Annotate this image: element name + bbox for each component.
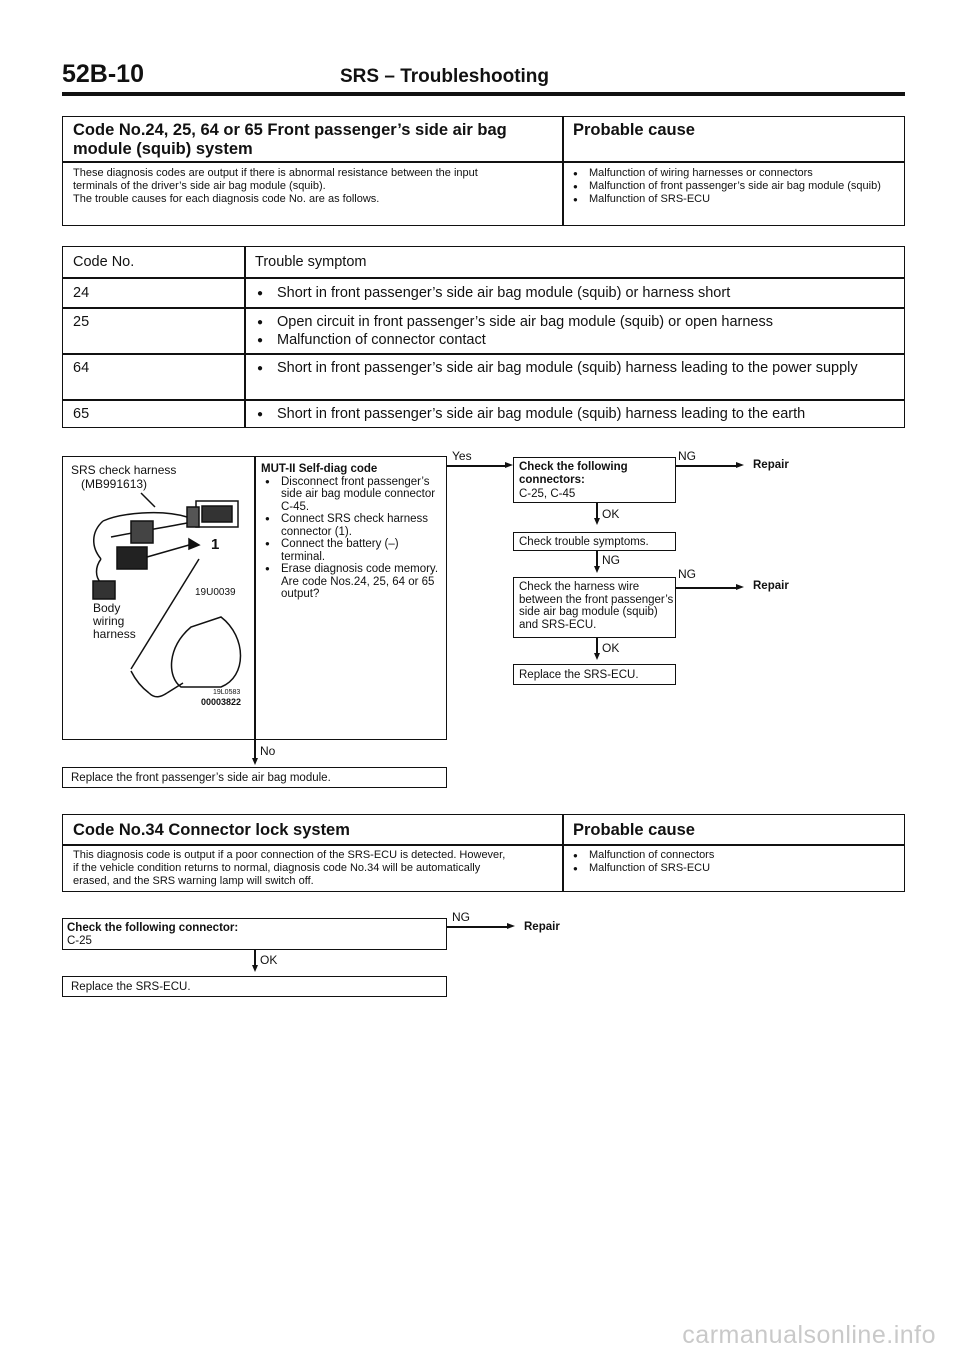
flow2-replace-box — [62, 976, 447, 997]
flow2-check-item: C-25 — [67, 935, 92, 947]
section1-title-line1: Code No.24, 25, 64 or 65 Front passenger’s side air bag — [73, 121, 507, 139]
flow1-repair-1: Repair — [753, 459, 789, 471]
page-code: 52B-10 — [62, 60, 144, 88]
flow2-ng-arrow — [507, 923, 515, 929]
flow1-figure-divider — [254, 457, 256, 739]
symptom-item: ● Open circuit in front passenger’s side air bag module (squib) or open harness — [245, 313, 900, 331]
body-label-2: wiring — [93, 614, 125, 628]
section1-title-line2: module (squib) system — [73, 140, 253, 158]
section2-description — [73, 849, 561, 888]
flow2-check-box — [62, 918, 447, 950]
flow1-check-harness-box — [513, 577, 676, 638]
section1-vdivider — [562, 117, 564, 225]
cause-item: ● Malfunction of SRS-ECU — [569, 193, 899, 206]
section2-title: Code No.34 Connector lock system — [73, 821, 350, 839]
flow2-check-title: Check the following connector: — [67, 922, 239, 934]
flow1-no-label: No — [260, 744, 276, 758]
flow1-no-line — [254, 740, 256, 758]
harness-label-line2: (MB991613) — [81, 477, 148, 491]
flow1-ok-label-2: OK — [602, 641, 620, 655]
code-table-rule — [63, 399, 904, 401]
flow1-check-connectors-list: C-25, C-45 — [519, 488, 576, 500]
symptom-list — [245, 284, 900, 302]
flow1-ng-arrow-3 — [736, 584, 744, 590]
flow1-step-text — [261, 463, 444, 601]
flow1-ok-line-1 — [596, 503, 598, 518]
body-label-3: harness — [93, 627, 136, 641]
code-cell: 64 — [73, 360, 90, 376]
figure-code-1: 19U0039 — [195, 587, 236, 598]
flow2-ok-arrow — [252, 965, 258, 972]
section1-description-line: These diagnosis codes are output if there is abnormal resistance between the input — [73, 167, 478, 179]
symptom-item: ● Short in front passenger’s side air bag module (squib) or harness short — [245, 284, 900, 302]
flow2-ok-line — [254, 950, 256, 965]
symptom-list — [245, 405, 900, 423]
flow1-ng-label-1: NG — [678, 449, 696, 463]
cause-item: ● Malfunction of front passenger’s side air bag module (squib) — [569, 180, 899, 193]
flow1-ok-label-1: OK — [602, 507, 620, 521]
symptom-item: ● Short in front passenger’s side air bag module (squib) harness leading to the earth — [245, 405, 900, 423]
flow1-ng-label-2: NG — [602, 553, 620, 567]
flow1-check-symptoms: Check trouble symptoms. — [519, 536, 649, 548]
flow1-no-result-box — [62, 767, 447, 788]
cause-item: ● Malfunction of SRS-ECU — [569, 862, 899, 875]
flow1-check-connectors-box — [513, 457, 676, 503]
flow1-repair-2: Repair — [753, 580, 789, 592]
code-table-header-symptom: Trouble symptom — [255, 254, 367, 270]
flow1-yes-line — [447, 465, 505, 467]
step-item: ● Connect SRS check harness connector (1). — [261, 513, 444, 538]
header-rule — [62, 92, 905, 96]
body-label-1: Body — [93, 601, 121, 615]
section2-description-line: if the vehicle condition returns to normal, diagnosis code No.34 will be automatically — [73, 862, 481, 874]
symptom-item: ● Short in front passenger’s side air bag module (squib) harness leading to the power supply — [245, 359, 900, 377]
flow2-replace: Replace the SRS-ECU. — [71, 981, 191, 993]
flow2-ng-line — [447, 926, 507, 928]
flow1-no-arrow — [252, 758, 258, 765]
code-cell: 65 — [73, 406, 90, 422]
section2-description-line: This diagnosis code is output if a poor connection of the SRS-ECU is detected. However, — [73, 849, 506, 861]
figure-code-2b: 00003822 — [201, 697, 242, 707]
flow2-ng-label: NG — [452, 910, 470, 924]
flow2-repair: Repair — [524, 921, 560, 933]
flow1-replace-ecu: Replace the SRS-ECU. — [519, 669, 639, 681]
harness-label-line1: SRS check harness — [71, 463, 177, 477]
flow1-check-symptoms-box — [513, 532, 676, 551]
step-item: ● Disconnect front passenger’s side air bag module connector C-45. — [261, 476, 444, 514]
flow1-step-box — [62, 456, 447, 740]
flow1-check-harness: Check the harness wire between the front passenger’s side air bag module (squib) and SRS-ECU. — [519, 581, 674, 631]
flow1-check-connectors-title: Check the following connectors: — [519, 461, 628, 486]
flow1-yes-arrow — [505, 462, 513, 468]
flow1-yes-label: Yes — [452, 449, 472, 463]
symptom-list — [245, 359, 900, 377]
code-table-header-code: Code No. — [73, 254, 135, 270]
flow1-ng-label-3: NG — [678, 567, 696, 581]
figure-code-2a: 19L0583 — [213, 689, 241, 696]
section1-description-line: terminals of the driver’s side air bag module (squib). — [73, 180, 326, 192]
step-item: ● Erase diagnosis code memory. — [261, 563, 444, 576]
flow1-ng-arrow-1 — [736, 462, 744, 468]
flow1-step-question: Are code Nos.24, 25, 64 or 65 output? — [281, 575, 435, 600]
code-table — [62, 246, 905, 428]
flow1-step-title: MUT-II Self-diag code — [261, 463, 378, 475]
section2-probable-cause-header: Probable cause — [573, 821, 695, 839]
section1-description — [73, 167, 558, 206]
section2-vdivider — [562, 815, 564, 891]
section1-cause-list — [569, 167, 899, 206]
flow1-step-items — [261, 476, 444, 576]
section2-box — [62, 814, 905, 892]
watermark: carmanualsonline.info — [682, 1321, 936, 1349]
flow1-ok-arrow-2 — [594, 653, 600, 660]
flow1-ok-arrow-1 — [594, 518, 600, 525]
section2-cause-list — [569, 849, 899, 875]
flow1-ng-line-3 — [676, 587, 736, 589]
step-item: ● Connect the battery (–) terminal. — [261, 538, 444, 563]
flow1-ng-arrow-2 — [594, 566, 600, 573]
section1-description-line: The trouble causes for each diagnosis code No. are as follows. — [73, 193, 380, 205]
flow1-ok-line-2 — [596, 638, 598, 653]
section1-probable-cause-header: Probable cause — [573, 121, 695, 139]
section1-divider — [63, 161, 904, 163]
symptom-item: ● Malfunction of connector contact — [245, 331, 900, 349]
symptom-list — [245, 313, 900, 349]
flow1-ng-line-2 — [596, 551, 598, 566]
flow1-no-result: Replace the front passenger’s side air bag module. — [71, 772, 331, 784]
flow1-ng-line-1 — [676, 465, 736, 467]
flow2-ok-label: OK — [260, 953, 278, 967]
flow1-replace-ecu-box — [513, 664, 676, 685]
code-table-rule — [63, 277, 904, 279]
cause-item: ● Malfunction of wiring harnesses or connectors — [569, 167, 899, 180]
code-table-rule — [63, 307, 904, 309]
page-title: SRS – Troubleshooting — [340, 66, 550, 87]
cause-item: ● Malfunction of connectors — [569, 849, 899, 862]
section2-divider — [63, 844, 904, 846]
section1-left-header — [73, 121, 507, 159]
code-cell: 24 — [73, 285, 90, 301]
callout-number: 1 — [211, 536, 220, 553]
code-cell: 25 — [73, 314, 90, 330]
section2-description-line: erased, and the SRS warning lamp will switch off. — [73, 875, 314, 887]
section1-box — [62, 116, 905, 226]
code-table-rule — [63, 353, 904, 355]
